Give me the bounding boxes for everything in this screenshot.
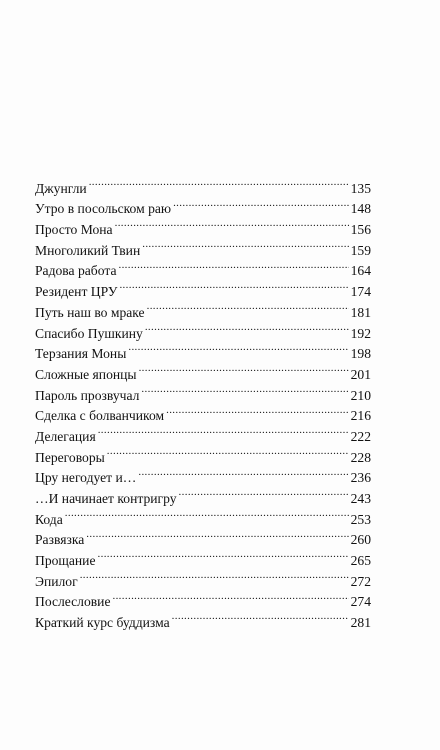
toc-dot-leader (172, 606, 349, 627)
toc-entry-page-number: 228 (350, 449, 371, 465)
toc-entry-title: Утро в посольском раю (35, 201, 172, 217)
toc-dot-leader (65, 503, 349, 524)
toc-entry-title: Переговоры (35, 449, 105, 465)
toc-entry-title: Пароль прозвучал (35, 387, 140, 403)
toc-entry-title: Эпилог (35, 573, 78, 589)
toc-entry-page-number: 260 (350, 532, 371, 548)
toc-entry-page-number: 210 (350, 387, 371, 403)
toc-entry-page-number: 265 (350, 553, 371, 569)
toc-entry (35, 503, 371, 527)
toc-entry-page-number: 272 (350, 573, 371, 589)
toc-entry-page-number: 281 (350, 615, 371, 631)
toc-entry-page-number: 159 (350, 242, 371, 258)
toc-dot-leader (89, 172, 349, 193)
toc-dot-leader (147, 296, 349, 317)
toc-entry (35, 172, 371, 196)
toc-dot-leader (115, 213, 349, 234)
toc-entry-page-number: 198 (350, 346, 371, 362)
toc-dot-leader (80, 565, 349, 586)
toc-entry-title: Краткий курс буддизма (35, 615, 170, 631)
toc-entry (35, 544, 371, 569)
toc-entry-page-number: 174 (350, 284, 371, 300)
toc-entry-title: Терзания Моны (35, 346, 127, 362)
toc-entry-page-number: 181 (350, 304, 371, 320)
toc-entry-title: Просто Мона (35, 222, 113, 238)
toc-entry-page-number: 148 (350, 201, 371, 217)
toc-dot-leader (98, 420, 349, 441)
toc-dot-leader (118, 255, 348, 276)
toc-dot-leader (128, 338, 348, 359)
toc-entry-title: Многоликий Твин (35, 242, 141, 258)
toc-entry-title: Спасибо Пушкину (35, 325, 143, 341)
toc-dot-leader (138, 462, 348, 483)
toc-entry-title: Сделка с болванчиком (35, 408, 165, 424)
toc-dot-leader (173, 193, 349, 214)
toc-dot-leader (98, 544, 349, 565)
toc-entry-page-number: 156 (350, 222, 371, 238)
toc-entry-title: Джунгли (35, 180, 87, 196)
toc-dot-leader (145, 317, 349, 338)
toc-entry-title: Цру негодует и… (35, 470, 137, 486)
table-of-contents (35, 172, 371, 631)
toc-dot-leader (107, 441, 349, 462)
toc-entry-page-number: 222 (350, 428, 371, 444)
toc-entry-title: Путь наш во мраке (35, 304, 145, 320)
toc-entry-title: Радова работа (35, 263, 117, 279)
toc-entry-page-number: 253 (350, 511, 371, 527)
toc-dot-leader (166, 400, 349, 421)
toc-entry-title: Сложные японцы (35, 366, 137, 382)
toc-dot-leader (179, 482, 349, 503)
toc-entry-title: Делегация (35, 428, 96, 444)
toc-entry-page-number: 243 (350, 491, 371, 506)
toc-entry-page-number: 274 (350, 594, 371, 610)
toc-entry-title: Развязка (35, 532, 85, 548)
toc-entry (35, 565, 371, 589)
toc-entry-title: Послесловие (35, 594, 111, 610)
toc-entry-title: Прощание (35, 553, 96, 569)
toc-entry (35, 586, 371, 610)
toc-entry-page-number: 236 (350, 470, 371, 486)
toc-entry-page-number: 216 (350, 408, 371, 424)
toc-entry-page-number: 201 (350, 366, 371, 382)
toc-entry-title: Резидент ЦРУ (35, 284, 118, 300)
toc-entry-page-number: 164 (350, 263, 371, 279)
toc-dot-leader (139, 358, 349, 379)
toc-dot-leader (86, 524, 348, 545)
toc-dot-leader (112, 586, 348, 607)
toc-entry-page-number: 135 (350, 180, 371, 196)
toc-entry-title: Кода (35, 511, 63, 527)
toc-entry (35, 524, 371, 548)
toc-dot-leader (142, 234, 348, 255)
toc-dot-leader (119, 275, 348, 296)
toc-entry-page-number: 192 (350, 325, 371, 341)
toc-dot-leader (141, 379, 348, 400)
toc-entry-title: …И начинает контригру (35, 491, 177, 506)
